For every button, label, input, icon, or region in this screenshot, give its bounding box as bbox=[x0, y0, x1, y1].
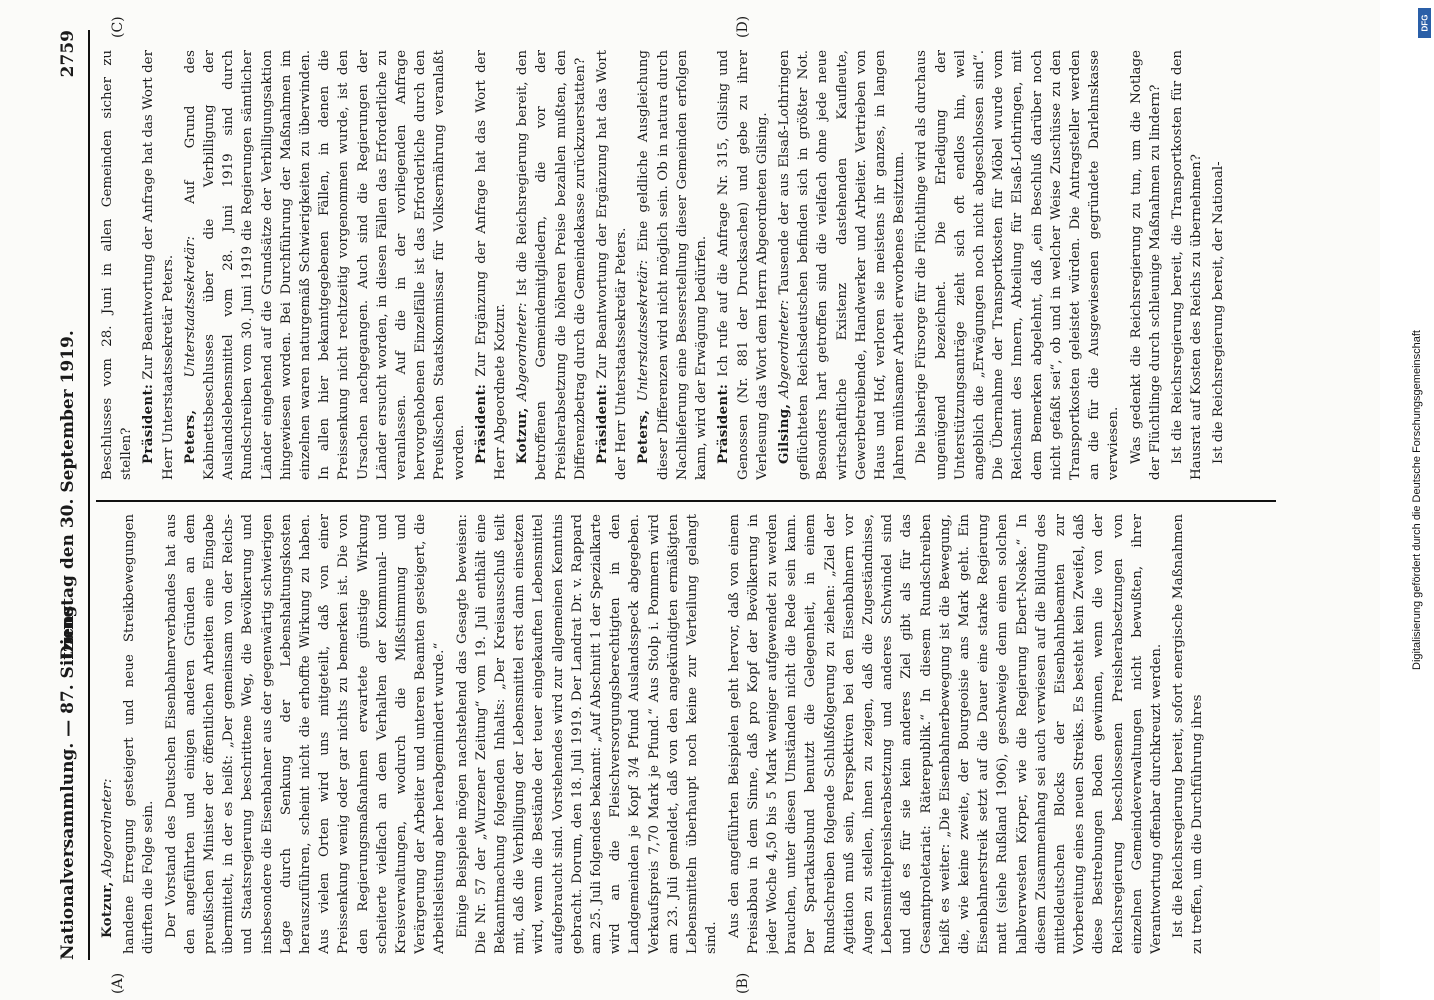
paragraph-text: handene Erregung gesteigert und neue Streikbewegungen dürften die Folge sein. bbox=[122, 514, 157, 954]
paragraph bbox=[912, 50, 1123, 480]
speaker-name: Kotzur, bbox=[514, 407, 531, 464]
speaker-role: Unterstaatssekretär: bbox=[636, 259, 652, 402]
page-header bbox=[52, 30, 86, 960]
paragraph-text: Ist die Reichsregierung bereit, die Transportkosten für den Hausrat auf Kosten des Reichs zu übernehmen? bbox=[1169, 50, 1205, 480]
paragraph-text: Eine geldliche Ausgleichung dieser Differenzen wird nicht möglich sein. Ob in natura durch Nachlieferung eine Besserstellung dieser Gemeinden erfolgen kann, wird der Erwägung bedürfen. bbox=[636, 50, 710, 480]
speaker-name: Peters, bbox=[635, 409, 652, 464]
dfg-sidebar bbox=[1400, 0, 1434, 1000]
speaker-name: Präsident: bbox=[140, 383, 157, 464]
right-column bbox=[98, 50, 1268, 480]
paragraph-text: Tausende der aus Elsaß-Lothringen geflüchteten Reichsdeutschen befinden sich in größter Not. Besonders hart getroffen sind die vielfach ohne jede neue wirtschaftliche Existenz dastehenden Kaufleute, Gewerbetreibende, Handwerker und Arbeiter. Vertrieben von Haus und Hof, verloren sie meistens ihr ganzes, in langen Jahren mühsamer Arbeit erworbenes Besitztum. bbox=[776, 50, 908, 480]
paragraph bbox=[1168, 50, 1206, 480]
paragraph bbox=[714, 50, 772, 480]
margin-marker-d: (D) bbox=[735, 15, 751, 38]
paragraph-text: Aus den angeführten Beispielen geht hervor, daß von einem Preisabbau in dem Sinne, daß pro Kopf der Bevölkerung in jeder Woche 4,50 bis 5 Mark weniger aufgewendet zu werden brauchen, unter diesen Umständen nicht die Rede sein kann. Der Spartakusbund benutzt die Gelegenheit, in einem Rundschreiben folgende Schlußfolgerung zu ziehen: „Ziel der Agitation muß sein, Perspektiven bei den Eisenbahnern vor Augen zu stellen, ihnen zu zeigen, daß die Zugeständnisse, Lebensmittelpreisherabsetzung und anderes Schwindel sind und daß es für sie kein anderes Ziel gibt als für das Gesamtproletariat: Räterepublik.“ In diesem Rundschreiben heißt es weiter: „Die Eisenbahnerbewegung ist die Bewegung, die, wie keine zweite, der Bourgeoisie ans Mark geht. Ein Eisenbahnerstreik setzt auf die Dauer eine starke Regierung matt (siehe Rußland 1906), geschweige denn einen solchen halbverwesten Körper, wie die Regierung Ebert-Noske.“ In diesem Zusammenhang sei auch verwiesen auf die Bildung des mitteldeutschen Blocks der Eisenbahnbeamten zur Vorbereitung eines neuen Streiks. Es besteht kein Zweifel, daß diese Bestrebungen Boden gewinnen, wenn die von der Reichsregierung beschlossenen Preisherabsetzungen von einzelnen Gemeindeverwaltungen nicht bewußten, ihrer Verantwortung offenbar durchkreuzt werden. bbox=[726, 514, 1164, 954]
paragraph-text: Ist die Reichsregierung bereit, den betroffenen Gemeindemitgliedern, die vor der Preisherabsetzung die höheren Preise bezahlen mußten, den Differenzbetrag durch die Gemeindekasse zurückzuerstatten? bbox=[515, 50, 588, 480]
speaker-name: Präsident: bbox=[715, 383, 732, 464]
paragraph-text: Zur Beantwortung der Ergänzung hat das Wort der Herr Unterstaatssekretär Peters. bbox=[595, 50, 630, 480]
paragraph bbox=[139, 50, 177, 480]
page-number: 2759 bbox=[58, 30, 78, 78]
paragraph bbox=[120, 514, 158, 954]
margin-marker-c: (C) bbox=[110, 16, 126, 38]
paragraph-text: Auf Grund des Kabinettsbeschlusses über die Verbilligung der Auslandslebensmittel vom 28. Juni 1919 sind durch Rundschreiben vom 30. Juni 1919 die Regierungen sämtlicher Länder eingehend auf die Grundsätze der Verbilligungsaktion hingewiesen worden. Bei Durchführung der Maßnahmen im einzelnen waren naturgemäß Schwierigkeiten zu überwinden. In allen hier bekanntgegebenen Fällen, in denen die Preissenkung nicht rechtzeitig vorgenommen wurde, ist den Ursachen nachgegangen. Auch sind die Regierungen der Länder ersucht worden, in diesen Fällen das Erforderliche zu veranlassen. Auf die in der vorliegenden Anfrage hervorgehobenen Einzelfälle ist das Erforderliche durch den Preußischen Staatskommissar für Volksernährung veranlaßt worden. bbox=[182, 50, 467, 480]
dfg-logo-text: DFG bbox=[1420, 14, 1429, 32]
header-date: Dienstag den 30. September 1919. bbox=[58, 330, 78, 660]
speaker-name: Präsident: bbox=[594, 383, 611, 464]
speaker-role: Abgeordneter: bbox=[776, 299, 792, 399]
header-rule bbox=[88, 30, 90, 960]
dfg-logo-icon bbox=[1418, 8, 1431, 38]
left-column bbox=[98, 514, 1268, 954]
paragraph bbox=[1169, 514, 1207, 954]
paragraph bbox=[725, 514, 1167, 954]
paragraph bbox=[634, 50, 711, 480]
paragraph bbox=[181, 50, 469, 480]
paragraph bbox=[472, 50, 510, 480]
paragraph bbox=[513, 50, 590, 480]
speaker-role: Abgeordneter: bbox=[515, 302, 531, 401]
paragraph-text: Was gedenkt die Reichsregierung zu tun, um die Notlage der Flüchtlinge durch schleunige Maßnahmen zu lindern? bbox=[1128, 50, 1163, 480]
paragraph-text: Beschlusses vom 28. Juni in allen Gemeinden sicher zu stellen? bbox=[100, 50, 135, 480]
paragraph bbox=[1209, 50, 1228, 480]
column-rule bbox=[96, 500, 1276, 502]
paragraph bbox=[775, 50, 909, 480]
header-left: Nationalversammlung. — 87. Sitzung. bbox=[58, 599, 78, 960]
paragraph-text: Ich rufe auf die Anfrage Nr. 315, Gilsing und Genossen (Nr. 881 der Drucksachen) und gebe zu ihrer Verlesung das Wort dem Herrn Abgeordneten Gilsing. bbox=[716, 50, 770, 480]
paragraph-text: Der Vorstand des Deutschen Eisenbahnerverbandes hat aus den angeführten und einigen anderen Gründen an dem preußischen Minister der öffentlichen Arbeiten eine Eingabe übermittelt, in der es heißt: „Der gemeinsam von der Reichs- und Staatsregierung beschrittene Weg, die Bevölkerung und insbesondere die Eisenbahner aus der gegenwärtig schwierigen Lage durch Senkung der Lebenshaltungskosten herauszuführen, scheint nicht die erhoffte Wirkung zu haben. Aus vielen Orten wird uns mitgeteilt, daß von einer Preissenkung wenig oder gar nichts zu bemerken ist. Die von den Regierungsmaßnahmen erwartete günstige Wirkung scheiterte vielfach an dem Verhalten der Kommunal- und Kreisverwaltungen, wodurch die Mißstimmung und Verärgerung der Arbeiter und unteren Beamten gesteigert, die Arbeitsleistung aber herabgemindert wurde.“ bbox=[163, 514, 448, 954]
paragraph bbox=[1127, 50, 1165, 480]
paragraph-text: Einige Beispiele mögen nachstehend das Gesagte beweisen: Die Nr. 57 der „Wurzener Zeitung“ vom 19. Juli enthält eine Bekanntmachung folgenden Inhalts: „Der Kreisausschuß teilt mit, daß die Verbilligung der Lebensmittel erst dann einsetzen wird, wenn die Bestände der teuer eingekauften Lebensmittel aufgebraucht sind. Vorstehendes wird zur allgemeinen Kenntnis gebracht. Dorum, den 18. Juli 1919. Der Landrat Dr. v. Rappard am 25. Juli folgendes bekannt: „Auf Abschnitt 1 der Spezialkarte wird an die Fleischversorgungsberechtigten in den Landgemeinden je Kopf 3/4 Pfund Auslandsspeck abgegeben. Verkaufspreis 7,70 Mark je Pfund.“ Aus Stolp i. Pommern wird am 23. Juli gemeldet, daß von den angekündigten ermäßigten Lebensmitteln überhaupt noch keine zur Verteilung gelangt sind. bbox=[454, 514, 720, 954]
speaker-role: Abgeordneter: bbox=[100, 778, 115, 878]
paragraph bbox=[98, 50, 136, 480]
speaker-name: Peters, bbox=[181, 409, 198, 464]
speaker-role: Unterstaatssekretär: bbox=[182, 235, 198, 378]
speaker-name: Gilsing, bbox=[775, 403, 792, 464]
paragraph-text: Ist die Reichsregierung bereit, sofort energische Maßnahmen zu treffen, um die Durchführung ihres bbox=[1171, 514, 1206, 954]
dfg-credit-text: Digitalisierung gefördert durch die Deutsche Forschungsgemeinschaft bbox=[1411, 330, 1423, 670]
margin-marker-a: (A) bbox=[110, 972, 126, 994]
paragraph-text: Ist die Reichsregierung bereit, der National- bbox=[1211, 161, 1227, 464]
paragraph-text: Zur Ergänzung der Anfrage hat das Wort der Herr Abgeordnete Kotzur. bbox=[473, 50, 509, 480]
paragraph bbox=[162, 514, 450, 954]
paragraph-text: Die bisherige Fürsorge für die Flüchtlinge wird als durchaus ungenügend bezeichnet. Die Erledigung der Unterstützungsanträge zieht sich oft endlos hin, weil angeblich die „Erwägungen noch nicht abgeschlossen sind“. Die Übernahme der Transportkosten für Möbel wurde vom Reichsamt des Innern, Abteilung für Elsaß-Lothringen, mit dem Bemerken abgelehnt, daß „ein Beschluß darüber noch nicht gefaßt sei“, ob und in welcher Weise Zuschüsse zu den Transportkosten geleistet würden. Die Antragsteller werden an die für die Ausgewiesenen gegründete Darlehnskasse verwiesen. bbox=[914, 50, 1122, 480]
paragraph bbox=[593, 50, 631, 480]
paragraph bbox=[453, 514, 722, 954]
margin-marker-b: (B) bbox=[735, 972, 751, 994]
paragraph bbox=[98, 514, 117, 954]
speaker-name: Präsident: bbox=[472, 383, 489, 464]
speaker-name: Kotzur, bbox=[99, 881, 115, 938]
paragraph-text: Zur Beantwortung der Anfrage hat das Wort der Herr Unterstaatssekretär Peters. bbox=[141, 50, 176, 480]
